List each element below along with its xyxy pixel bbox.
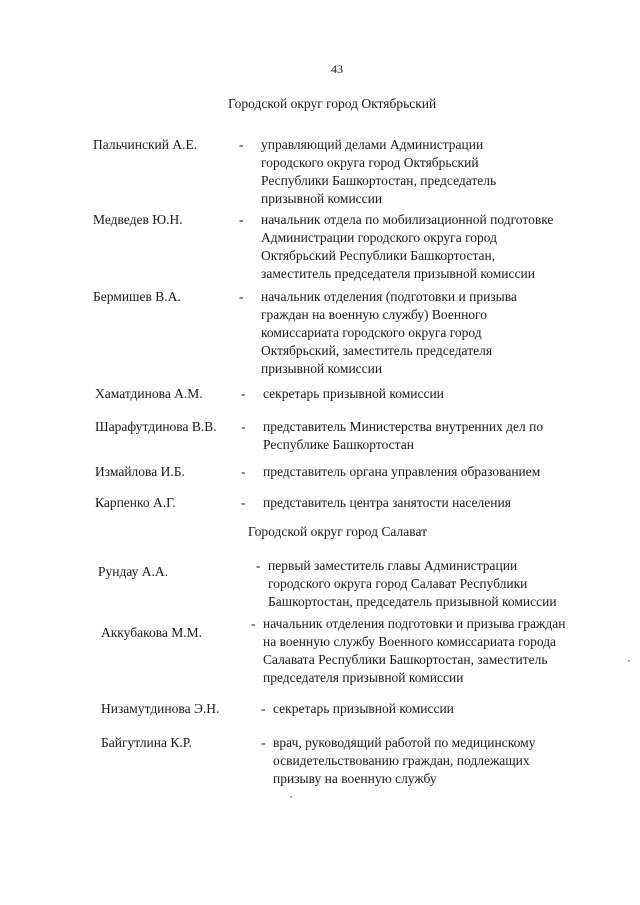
dash-separator: - (256, 558, 261, 573)
member-role: врач, руководящий работой по медицинскому освидетельствованию граждан, подлежащих призыву на военную службу (273, 735, 536, 786)
dash-separator: - (251, 616, 256, 631)
member-role: управляющий делами Администрации городского округа город Октябрьский Республики Башкортостан, председатель призывной комиссии (261, 137, 497, 206)
member-name: Низамутдинова Э.Н. (101, 701, 220, 716)
member-role: секретарь призывной комиссии (273, 701, 454, 716)
member-entry (93, 288, 573, 378)
dash-separator: - (239, 137, 244, 152)
member-entry (95, 494, 575, 512)
member-role: представитель центра занятости населения (263, 495, 511, 510)
member-name: Шарафутдинова В.В. (95, 419, 217, 434)
member-name: Рундау А.А. (98, 564, 169, 579)
member-entry (95, 385, 575, 403)
member-entry (93, 211, 593, 283)
member-entry (101, 700, 601, 718)
member-role: представитель органа управления образованием (263, 464, 541, 479)
member-name: Хаматдинова А.М. (95, 386, 203, 401)
member-role: начальник отделения (подготовки и призыва граждан на военную службу) Военного комиссариата городского округа город Октябрьский, заместитель председателя призывной комиссии (261, 289, 517, 376)
member-name: Аккубакова М.М. (101, 625, 203, 640)
dash-separator: - (241, 495, 246, 510)
scan-speck (628, 660, 630, 662)
member-role: представитель Министерства внутренних дел по Республике Башкортостан (263, 419, 544, 452)
member-name: Байгутлина К.Р. (101, 735, 192, 750)
section-title-oktyabrsky: Городской округ город Октябрьский (228, 96, 437, 111)
dash-separator: - (239, 212, 244, 227)
member-entry (93, 136, 533, 208)
member-entry (95, 463, 595, 481)
member-name: Измайлова И.Б. (95, 464, 185, 479)
dash-separator: - (261, 701, 266, 716)
member-entry (95, 418, 595, 454)
dash-separator: - (239, 289, 244, 304)
dash-separator: - (261, 735, 266, 750)
member-role: секретарь призывной комиссии (263, 386, 444, 401)
member-entry (98, 557, 598, 611)
member-role: начальник отделения подготовки и призыва граждан на военную службу Военного комиссариата города Салавата Республики Башкортостан, заместитель председателя призывной комиссии (263, 616, 566, 685)
member-entry (101, 734, 601, 788)
dash-separator: - (241, 464, 246, 479)
dash-separator: - (241, 386, 246, 401)
member-name: Бермишев В.А. (93, 289, 181, 304)
member-name: Карпенко А.Г. (95, 495, 176, 510)
scan-speck (290, 796, 292, 798)
member-entry (101, 615, 621, 687)
member-role: начальник отдела по мобилизационной подготовке Администрации городского округа город Октябрьский Республики Башкортостан, заместитель председателя призывной комиссии (261, 212, 554, 281)
section-title-salavat: Городской округ город Салават (248, 524, 427, 539)
member-role: первый заместитель главы Администрации городского округа город Салават Республики Башкортостан, председатель призывной комиссии (268, 558, 557, 609)
member-name: Пальчинский А.Е. (93, 137, 198, 152)
member-name: Медведев Ю.Н. (93, 212, 183, 227)
page-number: 43 (331, 62, 343, 76)
dash-separator: - (241, 419, 246, 434)
